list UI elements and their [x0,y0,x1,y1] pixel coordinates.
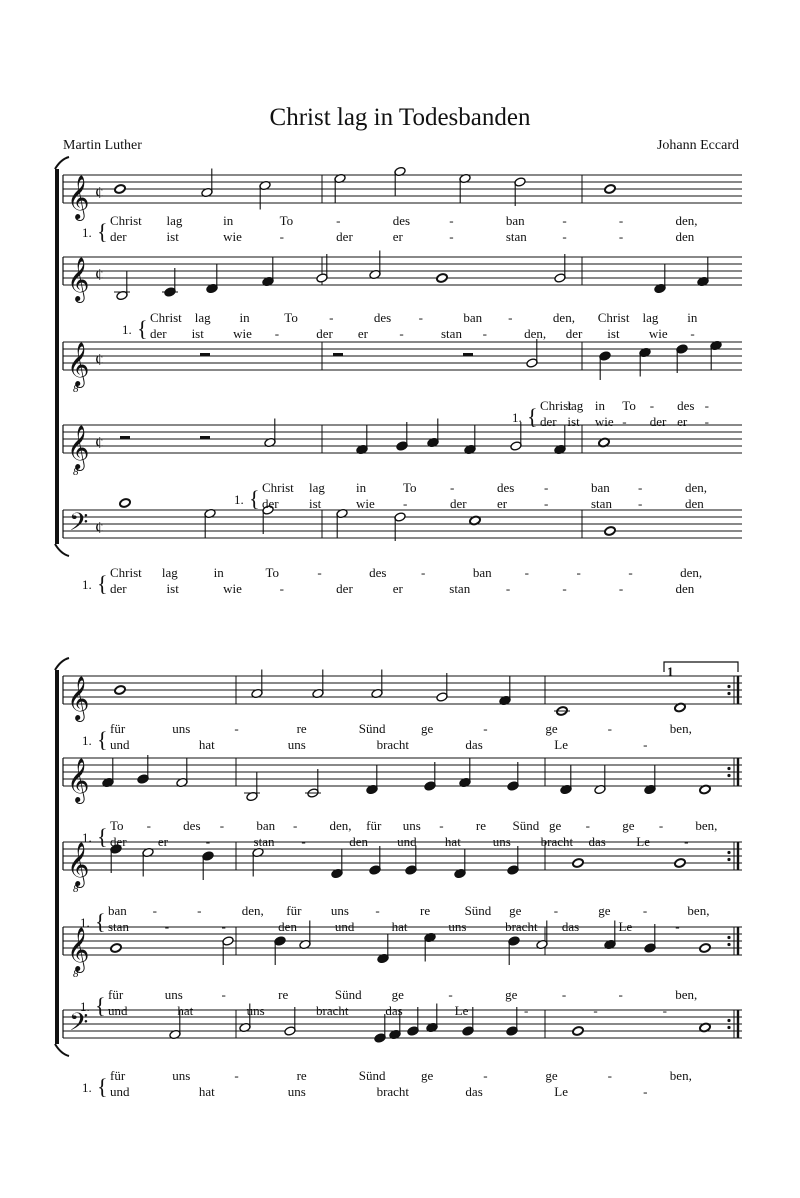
note-head [110,943,122,953]
time-signature: ¢ [95,518,104,537]
bracket-cap-top [55,157,69,169]
verse-brace: { [97,219,108,244]
treble-clef-icon: 𝄞 [67,427,90,469]
lyric-verse2-syllable: er [497,496,508,511]
lyric-verse1-syllable: Sünd [464,903,492,918]
lyric-verse1-syllable: - [561,987,567,1002]
composer-credit: Johann Eccard [656,138,739,153]
verse-brace: { [97,571,108,596]
first-ending-number: 1 [667,664,674,679]
lyric-verse1-syllable: lag [161,565,178,580]
verse-number: 1. [82,225,92,240]
lyric-verse2-syllable: das [465,737,483,752]
time-signature: ¢ [95,183,104,202]
lyric-verse1-syllable: ben, [675,987,698,1002]
lyric-verse1-syllable: re [296,1068,307,1083]
lyric-verse1-syllable: - [524,565,530,580]
verse-brace: { [97,824,108,849]
lyric-verse1-syllable: - [553,903,559,918]
lyric-verse1-syllable: den, [552,310,575,325]
lyric-verse1-syllable: in [213,565,224,580]
lyric-verse2-syllable: bracht [316,1003,349,1018]
lyric-verse2-syllable: wie [648,326,668,341]
lyric-verse1-syllable: - [638,480,643,495]
lyric-verse1-syllable: des [677,398,695,413]
lyric-verse2-syllable: uns [287,1084,306,1099]
lyric-verse2-syllable: wie [594,414,614,429]
repeat-dot [727,1019,730,1022]
lyric-verse2-syllable: stan [591,496,612,511]
bracket-cap-bottom [55,544,69,556]
lyric-verse2-syllable: wie [233,326,252,341]
lyric-verse2-syllable: - [675,919,680,934]
lyric-verse2-syllable: - [164,919,170,934]
treble-clef-icon: 𝄞 [67,929,90,971]
lyric-verse2-syllable: ist [309,496,322,511]
lyric-verse1-syllable: uns [172,721,191,736]
bracket-cap-top [55,658,69,670]
bass-clef-icon: 𝄢 [69,1009,89,1042]
lyric-verse1-syllable: - [618,213,624,228]
system-bracket [55,169,59,544]
verse-number: 1. [82,830,92,845]
octave-eight-label: 8 [73,968,79,980]
treble-clef-icon: 𝄞 [67,760,90,802]
lyric-verse1-syllable: ban [591,480,610,495]
lyric-verse1-syllable: in [594,398,605,413]
lyric-verse1-syllable: - [483,1068,488,1083]
lyric-verse1-syllable: - [658,818,664,833]
lyric-verse2-syllable: bracht [505,919,538,934]
lyric-verse1-syllable: den, [241,903,264,918]
lyric-verse2-syllable: - [618,581,624,596]
lyric-verse2-syllable: der [110,834,127,849]
lyric-verse2-syllable: - [274,326,280,341]
lyric-verse1-syllable: ban [463,310,483,325]
lyric-verse1-syllable: den, [329,818,352,833]
lyric-verse1-syllable: für [110,721,126,736]
lyric-verse1-syllable: uns [402,818,421,833]
lyric-verse2-syllable: bracht [376,737,410,752]
lyric-verse2-syllable: - [704,414,709,429]
lyric-verse1-syllable: in [223,213,234,228]
lyric-verse2-syllable: stan [449,581,471,596]
lyric-verse1-syllable: - [483,721,488,736]
lyric-verse2-syllable: er [392,581,403,596]
lyric-verse2-syllable: ist [567,414,580,429]
lyric-verse2-syllable: und [110,1084,130,1099]
lyric-verse1-syllable: - [439,818,444,833]
lyric-verse2-syllable: der [150,326,167,341]
verse-number: 1. [122,322,132,337]
lyric-verse2-syllable: ist [166,581,179,596]
system-bracket [55,670,59,1044]
lyric-verse2-syllable: - [690,326,695,341]
treble-clef-icon: 𝄞 [67,344,90,386]
lyric-verse1-syllable: des [373,310,392,325]
verse-number: 1. [512,410,522,425]
lyric-verse2-syllable: hat [198,1084,215,1099]
lyric-verse1-syllable: ge [391,987,404,1002]
lyric-verse2-syllable: - [399,326,404,341]
lyric-verse1-syllable: den, [685,480,708,495]
lyric-verse2-syllable: er [677,414,688,429]
lyric-verse1-syllable: - [448,987,453,1002]
lyric-verse1-syllable: - [618,987,623,1002]
time-signature: ¢ [95,265,104,284]
lyric-verse1-syllable: - [317,565,322,580]
lyric-verse1-syllable: in [239,310,250,325]
repeat-dot [727,1026,730,1029]
lyric-verse1-syllable: Christ [540,398,572,413]
octave-eight-label: 8 [73,466,79,478]
lyric-verse1-syllable: ge [421,721,434,736]
lyric-verse1-syllable: uns [172,1068,191,1083]
lyric-verse2-syllable: ist [191,326,204,341]
lyric-verse1-syllable: - [329,310,334,325]
lyric-verse1-syllable: - [292,818,298,833]
lyric-verse2-syllable: Le [554,1084,569,1099]
verse-brace: { [527,404,538,429]
verse-brace: { [249,486,260,511]
repeat-dot [727,851,730,854]
lyric-verse1-syllable: den, [675,213,698,228]
note-head [674,858,686,868]
system-1-staff-3 [63,339,742,429]
lyric-verse1-syllable: - [562,213,567,228]
verse-number: 1. [82,577,92,592]
bass-clef-icon: 𝄢 [69,509,89,542]
time-signature: ¢ [95,433,104,452]
verse-brace: { [97,727,108,752]
lyric-verse2-syllable: bracht [376,1084,410,1099]
lyric-verse2-syllable: ist [607,326,620,341]
lyric-verse1-syllable: in [356,480,367,495]
lyric-verse1-syllable: für [108,987,124,1002]
lyric-verse2-syllable: der [336,229,353,244]
lyric-verse1-syllable: ban [505,213,525,228]
repeat-dot [727,858,730,861]
lyric-verse1-syllable: To [403,480,417,495]
lyric-verse2-syllable: das [385,1003,403,1018]
treble-clef-icon: 𝄞 [67,678,90,720]
lyric-verse2-syllable: hat [444,834,461,849]
note-head [572,858,584,868]
lyric-verse2-syllable: und [334,919,355,934]
lyric-verse1-syllable: des [497,480,515,495]
verse-brace: { [95,993,106,1018]
lyric-verse2-syllable: ist [166,229,179,244]
lyric-verse2-syllable: wie [223,229,242,244]
lyric-verse2-syllable: und [397,834,417,849]
lyric-verse1-syllable: Sünd [358,1068,386,1083]
bracket-cap-bottom [55,1044,69,1056]
lyric-verse1-syllable: Christ [150,310,182,325]
lyric-verse2-syllable: - [618,229,624,244]
lyric-verse2-syllable: stan [505,229,527,244]
lyric-verse1-syllable: Christ [110,213,142,228]
lyric-verse1-syllable: To [110,818,124,833]
lyric-verse1-syllable: Christ [110,565,142,580]
lyric-verse2-syllable: Le [454,1003,469,1018]
lyric-verse1-syllable: für [110,1068,126,1083]
verse-brace: { [137,316,148,341]
lyric-verse2-syllable: den, [524,326,547,341]
lyric-verse1-syllable: - [219,818,225,833]
lyric-verse2-syllable: uns [492,834,511,849]
lyric-verse2-syllable: der [336,581,353,596]
rest-mark [120,436,130,439]
lyric-verse2-syllable: den [349,834,369,849]
lyric-verse2-syllable: das [588,834,606,849]
lyric-verse2-syllable: bracht [540,834,574,849]
lyric-verse2-syllable: - [403,496,408,511]
lyric-verse1-syllable: re [296,721,307,736]
page-title: Christ lag in Todesbanden [269,104,531,131]
lyric-verse1-syllable: Christ [262,480,294,495]
note-head [572,1026,584,1036]
lyric-verse1-syllable: To [284,310,298,325]
lyric-verse2-syllable: der [649,414,667,429]
note-head [604,526,616,536]
lyric-verse1-syllable: uns [164,987,183,1002]
lyric-verse1-syllable: Christ [597,310,630,325]
lyric-verse1-syllable: lag [567,398,584,413]
lyric-verse1-syllable: - [628,565,633,580]
lyric-verse2-syllable: stan [253,834,275,849]
lyric-verse2-syllable: - [638,496,643,511]
lyric-verse2-syllable: - [643,1084,648,1099]
lyric-verse2-syllable: und [110,737,130,752]
lyric-verse2-syllable: der [450,496,467,511]
lyric-verse1-syllable: Sünd [358,721,386,736]
lyric-verse1-syllable: To [622,398,636,413]
lyric-verse1-syllable: ge [509,903,522,918]
repeat-dot [727,767,730,770]
lyric-verse2-syllable: - [482,326,487,341]
lyric-verse2-syllable: Le [618,919,633,934]
lyric-verse1-syllable: - [418,310,423,325]
lyric-verse2-syllable: Le [636,834,651,849]
lyric-verse2-syllable: wie [223,581,242,596]
rest-mark [333,353,343,356]
lyric-verse1-syllable: - [336,213,341,228]
lyric-verse1-syllable: lag [309,480,325,495]
lyric-verse2-syllable: das [561,919,580,934]
lyric-verse1-syllable: des [392,213,411,228]
lyric-verse1-syllable: ge [549,818,562,833]
lyric-verse2-syllable: hat [177,1003,194,1018]
verse-number: 1. [80,915,90,930]
lyric-verse2-syllable: - [684,834,689,849]
lyric-verse2-syllable: - [279,229,284,244]
lyric-verse2-syllable: den [675,229,695,244]
lyric-verse2-syllable: der [110,229,127,244]
lyric-verse2-syllable: den [675,581,695,596]
lyric-verse1-syllable: für [286,903,302,918]
lyric-verse2-syllable: wie [356,496,375,511]
lyric-verse2-syllable: - [643,737,648,752]
lyric-verse1-syllable: ban [472,565,492,580]
lyric-verse1-syllable: - [544,480,549,495]
lyric-verse2-syllable: - [449,229,454,244]
lyric-verse1-syllable: - [585,818,590,833]
repeat-dot [727,774,730,777]
lyric-verse2-syllable: der [565,326,583,341]
lyric-verse2-syllable: - [662,1003,668,1018]
system-2 [55,658,742,1099]
treble-clef-icon: 𝄞 [67,177,90,219]
lyric-verse2-syllable: - [544,496,549,511]
lyric-verse1-syllable: ben, [695,818,718,833]
verse-brace: { [95,909,106,934]
lyric-verse1-syllable: - [152,903,157,918]
lyric-verse1-syllable: des [369,565,387,580]
lyric-verse1-syllable: - [576,565,581,580]
lyric-verse1-syllable: ben, [687,903,710,918]
lyric-verse1-syllable: - [607,721,612,736]
lyric-verse1-syllable: ben, [669,1068,692,1083]
lyric-verse1-syllable: - [146,818,151,833]
repeat-dot [727,685,730,688]
lyric-verse1-syllable: - [649,398,655,413]
lyric-verse1-syllable: re [278,987,289,1002]
lyric-verse2-syllable: er [157,834,168,849]
lyric-verse2-syllable: das [465,1084,483,1099]
lyric-verse1-syllable: - [449,213,454,228]
lyric-verse1-syllable: ge [545,1068,558,1083]
lyric-verse2-syllable: - [279,581,284,596]
lyric-verse2-syllable: er [357,326,368,341]
lyric-verse1-syllable: - [234,721,239,736]
lyric-verse2-syllable: uns [287,737,306,752]
time-signature: ¢ [95,350,104,369]
lyric-verse1-syllable: - [221,987,226,1002]
first-ending-bracket [664,662,738,672]
lyric-verse1-syllable: ge [598,903,611,918]
repeat-dot [727,943,730,946]
lyric-verse1-syllable: ge [545,721,558,736]
lyric-verse2-syllable: - [205,834,211,849]
lyric-verse2-syllable: der [262,496,279,511]
lyric-verse2-syllable: uns [448,919,467,934]
lyric-verse1-syllable: lag [194,310,211,325]
rest-mark [200,436,210,439]
lyric-verse1-syllable: lag [166,213,183,228]
note-head [604,184,616,194]
lyric-verse1-syllable: - [508,310,513,325]
treble-clef-icon: 𝄞 [67,844,90,886]
verse-number: 1. [80,999,90,1014]
lyric-verse2-syllable: - [562,581,567,596]
verse-number: 1. [234,492,244,507]
repeat-dot [727,936,730,939]
repeat-dot [727,692,730,695]
poet-credit: Martin Luther [63,138,142,153]
lyric-verse2-syllable: uns [246,1003,265,1018]
lyric-verse1-syllable: - [607,1068,612,1083]
lyric-verse1-syllable: uns [330,903,349,918]
note-head [436,273,448,283]
lyric-verse1-syllable: Sünd [334,987,362,1002]
lyric-verse2-syllable: - [221,919,226,934]
lyric-verse1-syllable: - [421,565,426,580]
lyric-verse1-syllable: ben, [669,721,692,736]
note-head [699,943,711,953]
lyric-verse1-syllable: To [279,213,294,228]
lyric-verse2-syllable: der [316,326,333,341]
lyric-verse2-syllable: - [622,414,627,429]
lyric-verse2-syllable: hat [391,919,408,934]
lyric-verse2-syllable: er [392,229,403,244]
lyric-verse2-syllable: den [278,919,297,934]
lyric-verse1-syllable: ge [622,818,635,833]
lyric-verse1-syllable: - [704,398,709,413]
lyric-verse1-syllable: - [375,903,380,918]
lyric-verse1-syllable: den, [680,565,703,580]
verse-brace: { [97,1074,108,1099]
note-head [119,498,131,508]
lyric-verse1-syllable: für [366,818,382,833]
lyric-verse2-syllable: hat [198,737,215,752]
lyric-verse1-syllable: in [687,310,698,325]
lyric-verse2-syllable: - [562,229,567,244]
treble-clef-icon: 𝄞 [67,259,90,301]
lyric-verse1-syllable: - [450,480,455,495]
verse-number: 1. [82,1080,92,1095]
lyric-verse2-syllable: - [301,834,306,849]
rest-mark [200,353,210,356]
lyric-verse2-syllable: - [593,1003,598,1018]
lyric-verse1-syllable: re [475,818,486,833]
verse-number: 1. [82,733,92,748]
lyric-verse1-syllable: lag [642,310,659,325]
lyric-verse2-syllable: - [505,581,511,596]
lyric-verse2-syllable: der [540,414,557,429]
octave-eight-label: 8 [73,383,79,395]
lyric-verse2-syllable: - [524,1003,529,1018]
lyric-verse2-syllable: Le [554,737,569,752]
octave-eight-label: 8 [73,883,79,895]
lyric-verse1-syllable: - [234,1068,239,1083]
lyric-verse1-syllable: ban [256,818,276,833]
lyric-verse1-syllable: ge [505,987,518,1002]
lyric-verse1-syllable: To [265,565,280,580]
lyric-verse2-syllable: stan [441,326,462,341]
note-head [114,184,126,194]
lyric-verse1-syllable: - [642,903,648,918]
rest-mark [463,353,473,356]
lyric-verse1-syllable: re [420,903,431,918]
note-head [114,685,126,695]
lyric-verse2-syllable: den [685,496,704,511]
lyric-verse1-syllable: des [183,818,201,833]
lyric-verse2-syllable: stan [108,919,129,934]
lyric-verse1-syllable: ge [421,1068,434,1083]
lyric-verse1-syllable: - [197,903,202,918]
lyric-verse2-syllable: und [108,1003,128,1018]
lyric-verse2-syllable: der [110,581,127,596]
lyric-verse1-syllable: ban [108,903,127,918]
lyric-verse1-syllable: Sünd [512,818,540,833]
